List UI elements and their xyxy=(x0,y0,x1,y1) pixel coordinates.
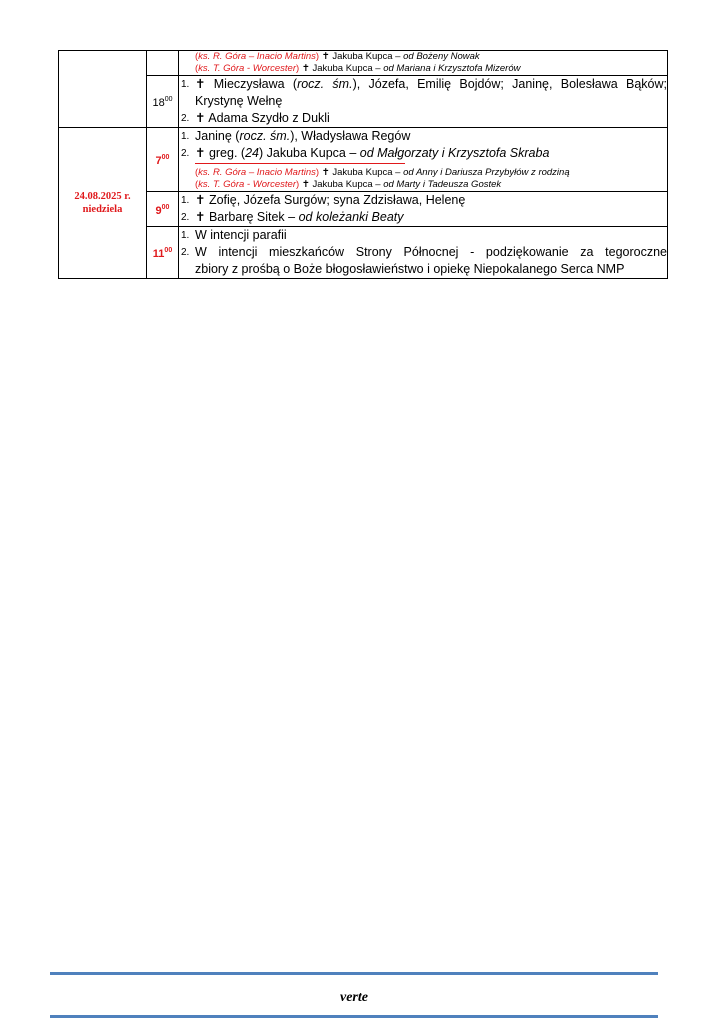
extra-intention: (ks. R. Góra – Inacio Martins) ✝ Jakuba Kupca – od Anny i Dariusza Przybyłów z rodziną xyxy=(195,167,570,178)
table-row xyxy=(59,76,668,128)
priest-name: ks. R. Góra – Inacio Martins xyxy=(198,51,316,62)
cross-icon: ✝ xyxy=(301,63,310,74)
mass-time: $7^{00}$ xyxy=(147,128,179,192)
time-cell-empty xyxy=(147,51,179,76)
mass-intentions-table xyxy=(58,50,668,279)
separator-line xyxy=(195,163,405,164)
donor: od Anny i Dariusza Przybyłów z rodziną xyxy=(403,167,570,178)
date-label: 24.08.2025 r. xyxy=(74,191,131,202)
intention-cell xyxy=(179,227,668,279)
table-row xyxy=(59,192,668,227)
cross-icon: ✝ xyxy=(321,51,330,62)
donor: od Marty i Tadeusza Gostek xyxy=(383,179,502,190)
extra-intention: (ks. T. Góra - Worcester) ✝ Jakuba Kupca – od Marty i Tadeusza Gostek xyxy=(195,179,502,190)
cross-icon: ✝ xyxy=(321,167,330,178)
intention-cell xyxy=(179,51,668,76)
list-item: 2. ✝ Barbarę Sitek – od koleżanki Beaty xyxy=(181,210,404,224)
mass-time: $9^{00}$ xyxy=(147,192,179,227)
list-item: 2. W intencji mieszkańców Strony Północnej - podziękowanie za tegoroczne zbiory z prośbą o Boże błogosławieństwo i opiekę Niepokalanego Serca NMP xyxy=(181,245,667,276)
table-row xyxy=(59,51,668,76)
list-item: 1. ✝ Mieczysława (rocz. śm.), Józefa, Emilię Bojdów; Janinę, Bolesława Bąków; Krystynę Wełnę xyxy=(181,77,667,108)
footer-rule-top xyxy=(50,972,658,975)
donor: od Mariana i Krzysztofa Mizerów xyxy=(383,63,521,74)
list-item: 1. W intencji parafii xyxy=(181,228,287,242)
extra-intention: (ks. R. Góra – Inacio Martins) ✝ Jakuba Kupca – od Bożeny Nowak xyxy=(195,51,480,62)
cross-icon: ✝ xyxy=(301,179,310,190)
mass-time: $11^{00}$ xyxy=(147,227,179,279)
weekday-label: niedziela xyxy=(82,204,123,215)
list-item: 1. Janinę (rocz. śm.), Władysława Regów xyxy=(181,129,411,143)
list-item: 1. ✝ Zofię, Józefa Surgów; syna Zdzisława, Helenę xyxy=(181,193,466,207)
extra-intention: (ks. T. Góra - Worcester) ✝ Jakuba Kupca – od Mariana i Krzysztofa Mizerów xyxy=(195,63,521,74)
table-row xyxy=(59,227,668,279)
list-item: 2. ✝ Adama Szydło z Dukli xyxy=(181,111,330,125)
footer-rule-bottom xyxy=(50,1015,658,1018)
intention-cell xyxy=(179,192,668,227)
table-row xyxy=(59,128,668,192)
priest-name: ks. R. Góra – Inacio Martins xyxy=(198,167,316,178)
priest-name: ks. T. Góra - Worcester xyxy=(198,63,297,74)
intention-cell xyxy=(179,76,668,128)
date-cell xyxy=(59,128,147,279)
list-item: 2. ✝ greg. (24) Jakuba Kupca – od Małgorzaty i Krzysztofa Skraba xyxy=(181,146,550,160)
date-cell-empty xyxy=(59,51,147,128)
priest-name: ks. T. Góra - Worcester xyxy=(198,179,297,190)
donor: od Bożeny Nowak xyxy=(403,51,480,62)
mass-time: $18^{00}$ xyxy=(147,76,179,128)
intention-cell xyxy=(179,128,668,192)
footer-text: verte xyxy=(340,990,368,1005)
